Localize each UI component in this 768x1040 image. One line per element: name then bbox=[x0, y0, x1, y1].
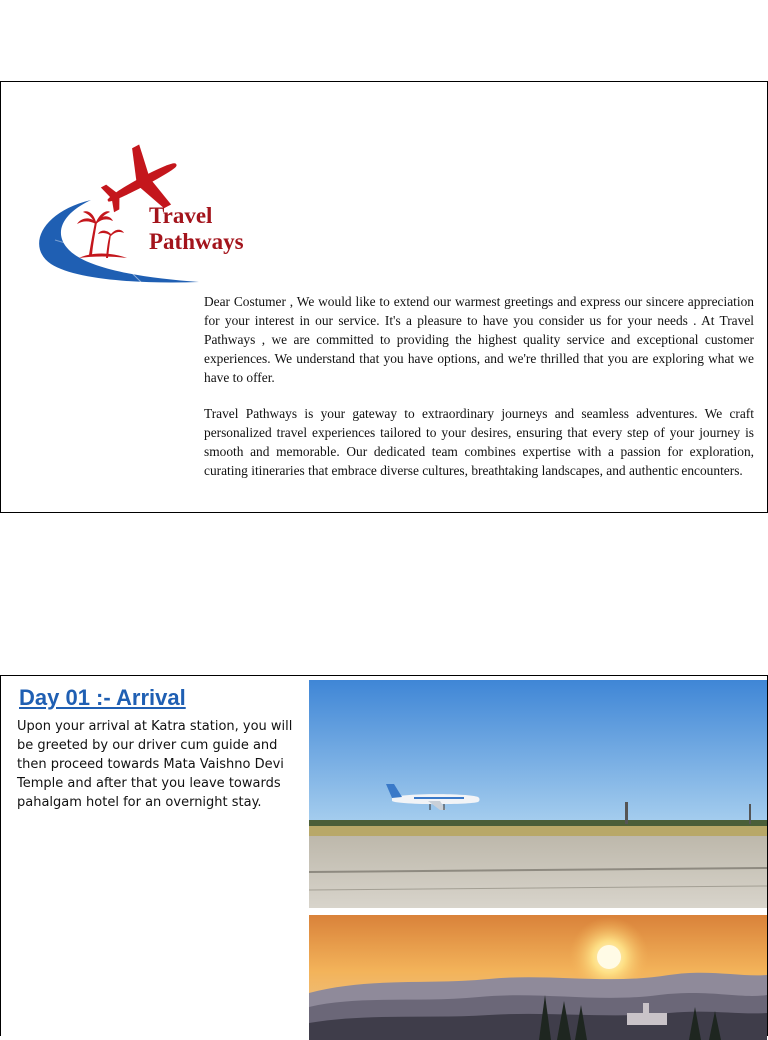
travel-pathways-logo bbox=[31, 142, 271, 292]
sunset-photo-graphic bbox=[309, 915, 767, 1040]
letter-paragraph-about: Travel Pathways is your gateway to extraordinary journeys and seamless adventures. We craft personalized travel experiences tailored to your desires, ensuring that every step of your journey is smooth and memorable. Our dedicated team combines expertise with a passion for exploration, curating itineraries that embrace diverse cultures, breathtaking landscapes, and authentic encounters. bbox=[204, 406, 754, 478]
logo-text-travel: Travel bbox=[149, 203, 213, 228]
airport-photo-graphic bbox=[309, 680, 767, 908]
sunset-photo bbox=[309, 915, 767, 1040]
airport-photo bbox=[309, 680, 767, 908]
itinerary-page bbox=[0, 675, 768, 1036]
day-description: Upon your arrival at Katra station, you will be greeted by our driver cum guide and then proceed towards Mata Vaishno Devi Temple and after that you leave towards pahalgam hotel for an overnight stay. bbox=[17, 719, 293, 810]
logo-text-pathways: Pathways bbox=[149, 229, 244, 254]
letter-paragraph-greeting: Dear Costumer , We would like to extend our warmest greetings and express our sincere appreciation for your interest in our service. It's a pleasure to have you consider us for your needs . At Travel Pathways , we are committed to providing the highest quality service and exceptional customer experiences. We understand that you have options, and we're thrilled that you are exploring what we have to offer. bbox=[204, 294, 754, 385]
welcome-page bbox=[0, 81, 768, 513]
day-title: Day 01 :- Arrival bbox=[19, 685, 186, 710]
welcome-letter bbox=[204, 292, 754, 497]
palm-tree-icon bbox=[77, 211, 127, 258]
